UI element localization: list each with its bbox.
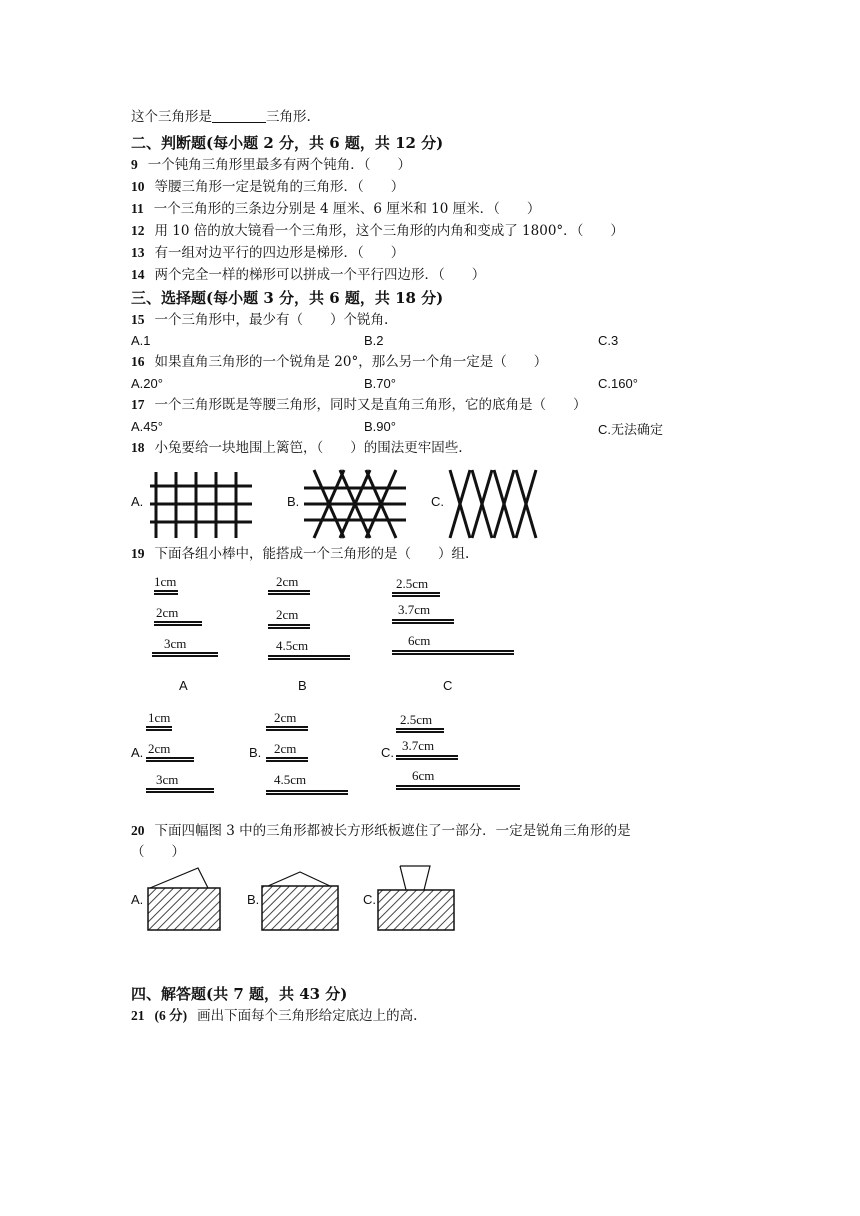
section-3-title: 三、选择题(每小题 3 分，共 6 题，共 18 分) bbox=[131, 289, 444, 307]
question-text: 用 10 倍的放大镜看一个三角形，这个三角形的内角和变成了 1800°．（ ） bbox=[154, 223, 624, 239]
stick-length-label: 4.5cm bbox=[274, 772, 307, 787]
option-a[interactable]: A. bbox=[131, 892, 144, 907]
option-b[interactable]: B.70° bbox=[364, 376, 396, 391]
stick-length-label: 1cm bbox=[148, 710, 171, 725]
question-text: 一个三角形的三条边分别是 4 厘米、6 厘米和 10 厘米．（ ） bbox=[153, 201, 541, 217]
answer-blank[interactable] bbox=[212, 108, 266, 123]
stick-length-label: 2cm bbox=[274, 710, 297, 725]
covered-triangle-figure-a bbox=[146, 864, 224, 934]
question-number: 14 bbox=[131, 267, 145, 282]
stick-length-label: 6cm bbox=[412, 768, 435, 783]
covered-triangle-figure-b bbox=[260, 864, 342, 934]
question-text: 一个三角形中，最少有（ ）个锐角. bbox=[154, 312, 389, 328]
option-a[interactable]: A.1 bbox=[131, 333, 151, 348]
question-text: 如果直角三角形的一个锐角是 20°，那么另一个角一定是（ ） bbox=[154, 354, 548, 370]
stick-length-label: 2.5cm bbox=[396, 576, 429, 591]
question-number: 9 bbox=[131, 157, 138, 172]
stick-length-label: 2cm bbox=[276, 607, 299, 622]
option-c[interactable]: C. bbox=[431, 494, 444, 509]
stick-length-label: 3.7cm bbox=[398, 602, 431, 617]
stick-group-b bbox=[262, 708, 358, 798]
stick-group-b bbox=[264, 574, 360, 664]
stick-group-a bbox=[148, 574, 228, 664]
question-number: 11 bbox=[131, 201, 144, 216]
intro-line bbox=[131, 108, 311, 126]
option-c[interactable]: C. bbox=[363, 892, 376, 907]
question-number: 20 bbox=[131, 823, 145, 838]
question-text: 一个三角形既是等腰三角形，同时又是直角三角形，它的底角是（ ） bbox=[154, 397, 587, 413]
stick-length-label: 1cm bbox=[154, 574, 177, 589]
question-9 bbox=[131, 156, 411, 174]
question-number: 10 bbox=[131, 179, 145, 194]
option-c[interactable]: C.3 bbox=[598, 333, 619, 348]
stick-length-label: 2cm bbox=[276, 574, 299, 589]
covered-triangle-figure-c bbox=[376, 862, 458, 934]
question-number: 13 bbox=[131, 245, 145, 260]
stick-length-label: 4.5cm bbox=[276, 638, 309, 653]
option-a[interactable]: A.20° bbox=[131, 376, 163, 391]
stick-group-c bbox=[394, 708, 524, 798]
question-number: 12 bbox=[131, 223, 145, 238]
question-number: 16 bbox=[131, 354, 145, 369]
question-14 bbox=[131, 266, 485, 284]
question-18 bbox=[131, 439, 463, 457]
question-text: 一个钝角三角形里最多有两个钝角．（ ） bbox=[147, 157, 411, 173]
fence-crisscross-figure bbox=[446, 466, 546, 542]
question-number: 19 bbox=[131, 546, 145, 561]
fence-cross-rails-figure bbox=[300, 466, 408, 542]
question-15 bbox=[131, 311, 388, 329]
option-b[interactable]: B.90° bbox=[364, 419, 396, 434]
question-number: 18 bbox=[131, 440, 145, 455]
option-b[interactable]: B. bbox=[247, 892, 260, 907]
intro-prefix: 这个三角形是 bbox=[131, 109, 212, 125]
group-label-b: B bbox=[298, 678, 307, 693]
question-20 bbox=[131, 822, 631, 840]
question-number: 21 bbox=[131, 1008, 145, 1023]
stick-length-label: 3cm bbox=[164, 636, 187, 651]
stick-length-label: 3.7cm bbox=[402, 738, 435, 753]
question-text: 下面四幅图 3 中的三角形都被长方形纸板遮住了一部分．一定是锐角三角形的是 bbox=[154, 823, 631, 839]
question-11 bbox=[131, 200, 540, 218]
question-text: 小兔要给一块地围上篱笆，（ ）的围法更牢固些. bbox=[154, 440, 463, 456]
question-text: 有一组对边平行的四边形是梯形．（ ） bbox=[154, 245, 405, 261]
stick-group-a bbox=[142, 708, 222, 798]
question-10 bbox=[131, 178, 404, 196]
section-2-title: 二、判断题(每小题 2 分，共 6 题，共 12 分) bbox=[131, 134, 444, 152]
option-c[interactable]: C.160° bbox=[598, 376, 638, 391]
stick-group-c bbox=[390, 574, 520, 664]
option-b[interactable]: B. bbox=[249, 745, 262, 760]
group-label-a: A bbox=[179, 678, 188, 693]
question-text: 下面各组小棒中，能搭成一个三角形的是（ ）组. bbox=[154, 546, 470, 562]
intro-suffix: 三角形. bbox=[266, 109, 311, 125]
question-12 bbox=[131, 222, 624, 240]
stick-length-label: 2.5cm bbox=[400, 712, 433, 727]
question-17 bbox=[131, 396, 587, 414]
stick-length-label: 6cm bbox=[408, 633, 431, 648]
question-text: 两个完全一样的梯形可以拼成一个平行四边形．（ ） bbox=[154, 267, 486, 283]
question-19 bbox=[131, 545, 469, 563]
question-text: 等腰三角形一定是锐角的三角形．（ ） bbox=[154, 179, 405, 195]
question-text: 画出下面每个三角形给定底边上的高. bbox=[197, 1008, 418, 1024]
question-16 bbox=[131, 353, 547, 371]
stick-length-label: 2cm bbox=[274, 741, 297, 756]
option-c[interactable]: C.无法确定 bbox=[598, 422, 664, 437]
question-13 bbox=[131, 244, 404, 262]
answer-blank[interactable]: （ ） bbox=[131, 844, 185, 860]
question-number: 15 bbox=[131, 312, 145, 327]
stick-length-label: 3cm bbox=[156, 772, 179, 787]
question-21 bbox=[131, 1007, 417, 1025]
stick-length-label: 2cm bbox=[156, 605, 179, 620]
option-a[interactable]: A. bbox=[131, 494, 144, 509]
option-b[interactable]: B.2 bbox=[364, 333, 384, 348]
section-4-title: 四、解答题(共 7 题，共 43 分) bbox=[131, 985, 348, 1003]
group-label-c: C bbox=[443, 678, 453, 693]
fence-grid-figure bbox=[148, 468, 256, 542]
option-b[interactable]: B. bbox=[287, 494, 300, 509]
option-c[interactable]: C. bbox=[381, 745, 394, 760]
question-score: (6 分) bbox=[154, 1008, 188, 1023]
option-a[interactable]: A. bbox=[131, 745, 144, 760]
question-number: 17 bbox=[131, 397, 145, 412]
stick-length-label: 2cm bbox=[148, 741, 171, 756]
option-a[interactable]: A.45° bbox=[131, 419, 163, 434]
